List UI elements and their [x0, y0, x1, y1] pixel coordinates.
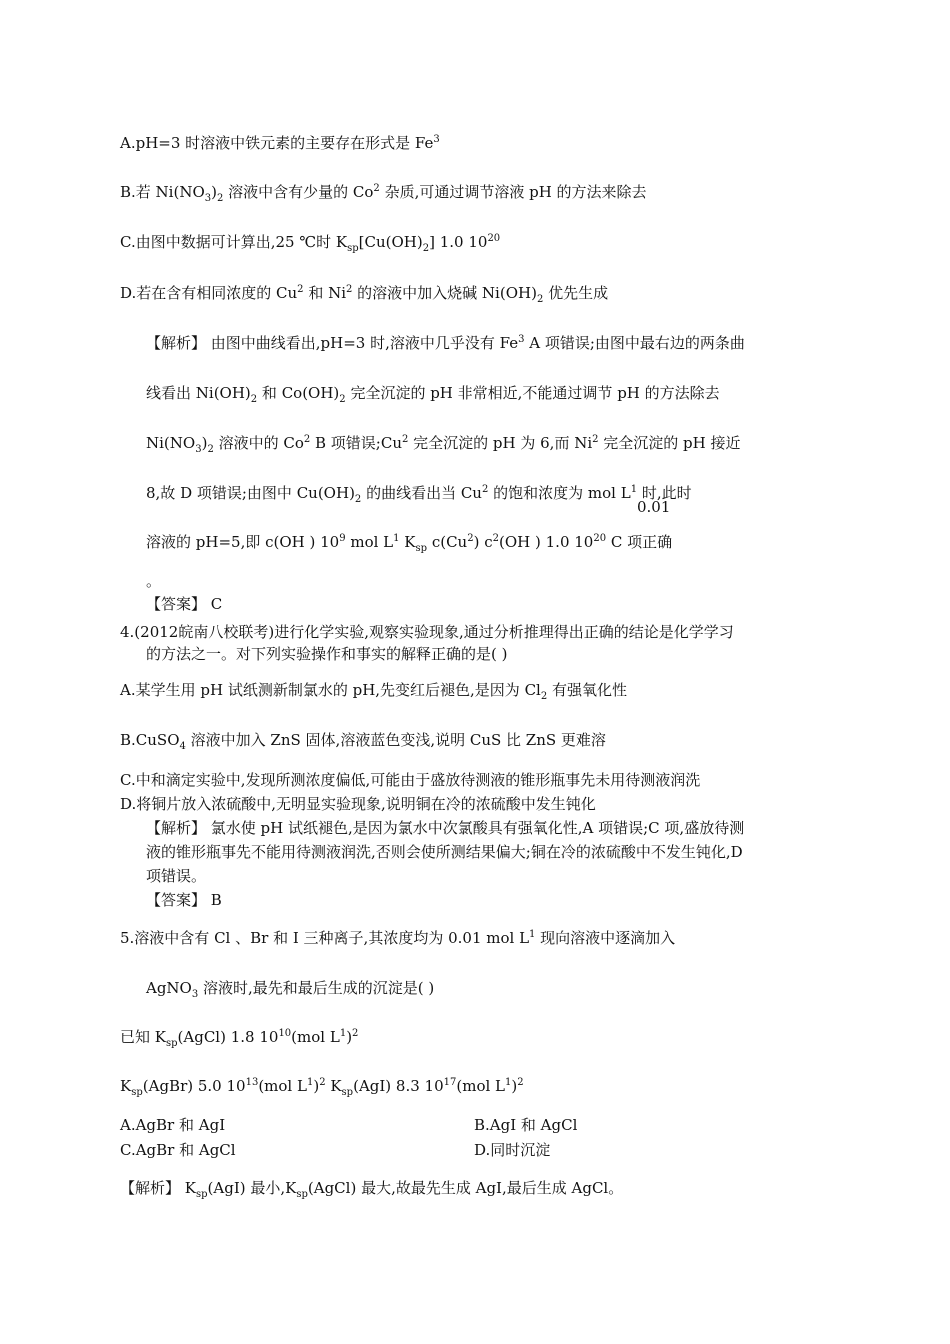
- text-segment: (AgBr) 5.0 10: [142, 1077, 246, 1095]
- text-segment: 17: [443, 1077, 457, 1088]
- text-segment: 的溶液中加入烧碱 Ni(OH): [352, 284, 537, 302]
- text-segment: 2: [517, 1077, 524, 1088]
- text-segment: 3: [191, 989, 199, 1000]
- text-segment: 2: [467, 533, 474, 544]
- text-segment: 3: [433, 134, 440, 145]
- text-segment: 2: [250, 394, 258, 405]
- text-segment: 【解析】 K: [120, 1179, 196, 1197]
- text-line-l02: [120, 182, 647, 202]
- text-segment: 9: [339, 533, 346, 544]
- text-segment: 13: [245, 1077, 259, 1088]
- text-segment: ): [201, 434, 208, 452]
- text-segment: (mol L: [258, 1077, 307, 1095]
- text-segment: 的曲线看出当 Cu: [361, 484, 482, 502]
- text-segment: C.AgBr 和 AgCl: [120, 1141, 236, 1159]
- text-segment: A.AgBr 和 AgI: [120, 1116, 226, 1134]
- text-segment: 2: [422, 243, 430, 254]
- text-line-l07: [146, 433, 741, 453]
- text-line-l30: [474, 1140, 550, 1160]
- text-segment: 2: [346, 284, 353, 295]
- text-segment: 【答案】 B: [146, 891, 222, 909]
- text-segment: sp: [195, 1189, 208, 1200]
- text-line-l17: [120, 770, 700, 790]
- text-segment: (AgCl) 最大,故最先生成 AgI,最后生成 AgCl。: [307, 1179, 624, 1197]
- text-segment: sp: [296, 1189, 308, 1200]
- text-segment: 液的锥形瓶事先不能用待测液润洗,否则会使所测结果偏大;铜在冷的浓硫酸中不发生钝化,D: [146, 843, 743, 861]
- text-segment: 溶液的 pH=5,即 c(OH ) 10: [146, 533, 340, 551]
- text-segment: Ni(NO: [146, 434, 196, 452]
- text-segment: 4.(2012皖南八校联考)进行化学实验,观察实验现象,通过分析推理得出正确的结论是化学学习: [120, 623, 734, 641]
- text-segment: 。: [146, 572, 162, 590]
- text-segment: 4: [179, 741, 186, 752]
- text-segment: sp: [415, 543, 428, 554]
- text-segment: B.CuSO: [120, 731, 180, 749]
- text-segment: 【答案】 C: [146, 595, 223, 613]
- text-segment: K: [120, 1077, 132, 1095]
- text-segment: 2: [592, 434, 599, 445]
- text-segment: 1: [339, 1028, 347, 1039]
- text-segment: (AgI) 8.3 10: [353, 1077, 444, 1095]
- text-line-l15: [120, 680, 627, 700]
- text-segment: sp: [131, 1087, 143, 1098]
- text-segment: 3: [195, 444, 202, 455]
- text-line-l31: [120, 1178, 623, 1198]
- text-segment: 和 Co(OH): [257, 384, 340, 402]
- text-line-l21: [146, 866, 206, 886]
- text-segment: K: [399, 533, 416, 551]
- text-line-l03: [120, 232, 500, 252]
- text-segment: ) c: [473, 533, 493, 551]
- text-segment: 2: [207, 444, 214, 455]
- text-line-l04: [120, 283, 608, 303]
- text-segment: sp: [341, 1087, 354, 1098]
- text-segment: 1: [306, 1077, 314, 1088]
- text-line-l28: [474, 1115, 577, 1135]
- text-segment: C.中和滴定实验中,发现所测浓度偏低,可能由于盛放待测液的锥形瓶事先未用待测液润洗: [120, 771, 701, 789]
- text-segment: (AgCl) 1.8 10: [177, 1028, 279, 1046]
- text-segment: 2: [354, 494, 362, 505]
- text-segment: sp: [165, 1038, 178, 1049]
- text-segment: 溶液中的 Co: [213, 434, 304, 452]
- text-segment: 5.溶液中含有 Cl 、Br 和 I 三种离子,其浓度均为 0.01 mol L: [120, 929, 530, 947]
- text-segment: 时,此时: [637, 484, 692, 502]
- text-segment: 3: [518, 334, 525, 345]
- text-line-l26: [120, 1076, 524, 1096]
- text-line-l13: [120, 622, 734, 642]
- text-line-l24: [146, 978, 434, 998]
- text-segment: 项错误。: [146, 867, 207, 885]
- text-segment: (mol L: [456, 1077, 506, 1095]
- text-line-l23: [120, 928, 675, 948]
- text-segment: 溶液中含有少量的 Co: [223, 183, 374, 201]
- text-line-l14: [146, 644, 507, 664]
- text-segment: 【解析】 氯水使 pH 试纸褪色,是因为氯水中次氯酸具有强氧化性,A 项错误;C 项,盛放待测: [146, 819, 745, 837]
- text-line-l11: [146, 571, 161, 591]
- text-segment: 优先生成: [543, 284, 609, 302]
- text-segment: 2: [303, 434, 311, 445]
- text-segment: ] 1.0 10: [429, 233, 488, 251]
- text-line-l22: [146, 890, 222, 910]
- text-segment: 2: [339, 394, 346, 405]
- text-segment: B.AgI 和 AgCl: [474, 1116, 578, 1134]
- text-segment: 线看出 Ni(OH): [146, 384, 251, 402]
- text-segment: 2: [540, 691, 548, 702]
- text-segment: K: [325, 1077, 342, 1095]
- text-line-l12: [146, 594, 222, 614]
- text-segment: 2: [481, 484, 489, 495]
- text-segment: 有强氧化性: [547, 681, 628, 699]
- text-segment: D.将铜片放入浓硫酸中,无明显实验现象,说明铜在冷的浓硫酸中发生钝化: [120, 795, 596, 813]
- text-segment: 1: [505, 1077, 512, 1088]
- text-segment: 2: [297, 284, 304, 295]
- text-segment: 1: [529, 929, 536, 940]
- text-line-l27: [120, 1115, 225, 1135]
- text-segment: 8,故 D 项错误;由图中 Cu(OH): [146, 484, 355, 502]
- text-segment: (mol L: [291, 1028, 340, 1046]
- text-segment: 2: [217, 193, 224, 204]
- text-segment: ): [313, 1077, 320, 1095]
- text-segment: A.某学生用 pH 试纸测新制氯水的 pH,先变红后褪色,是因为 Cl: [120, 681, 541, 699]
- text-segment: 杂质,可通过调节溶液 pH 的方法来除去: [379, 183, 647, 201]
- text-segment: 完全沉淀的 pH 为 6,而 Ni: [408, 434, 593, 452]
- text-segment: 完全沉淀的 pH 非常相近,不能通过调节 pH 的方法除去: [345, 384, 720, 402]
- text-line-l19: [146, 818, 744, 838]
- text-segment: 2: [402, 434, 409, 445]
- text-segment: 现向溶液中逐滴加入: [535, 929, 676, 947]
- text-segment: 3: [204, 193, 212, 204]
- text-line-l25: [120, 1027, 358, 1047]
- text-segment: A 项错误;由图中最右边的两条曲: [524, 334, 745, 352]
- text-segment: sp: [347, 243, 359, 254]
- text-line-l09: [637, 497, 670, 517]
- text-segment: ): [346, 1028, 353, 1046]
- text-segment: mol L: [345, 533, 394, 551]
- text-line-l06: [146, 383, 720, 403]
- text-segment: 2: [536, 294, 544, 305]
- text-segment: 溶液时,最先和最后生成的沉淀是( ): [198, 979, 435, 997]
- text-segment: ): [211, 183, 217, 201]
- text-segment: 0.01: [637, 498, 671, 516]
- text-segment: 10: [278, 1028, 292, 1039]
- text-line-l29: [120, 1140, 236, 1160]
- text-line-l16: [120, 730, 606, 750]
- text-line-l10: [146, 532, 672, 552]
- text-segment: 【解析】 由图中曲线看出,pH=3 时,溶液中几乎没有 Fe: [146, 334, 519, 352]
- text-segment: 的饱和浓度为 mol L: [488, 484, 631, 502]
- text-segment: 和 Ni: [303, 284, 347, 302]
- text-segment: 1: [630, 484, 638, 495]
- text-segment: 2: [352, 1028, 359, 1039]
- text-segment: 已知 K: [120, 1028, 166, 1046]
- text-line-l08: [146, 483, 692, 503]
- text-segment: B.若 Ni(NO: [120, 183, 205, 201]
- text-segment: 2: [319, 1077, 326, 1088]
- text-segment: 2: [373, 183, 380, 194]
- text-segment: 20: [487, 233, 501, 244]
- text-segment: 20: [593, 533, 607, 544]
- text-segment: [Cu(OH): [358, 233, 423, 251]
- text-segment: (OH ) 1.0 10: [499, 533, 594, 551]
- text-segment: C 项正确: [606, 533, 673, 551]
- text-segment: 溶液中加入 ZnS 固体,溶液蓝色变浅,说明 CuS 比 ZnS 更难溶: [185, 731, 606, 749]
- text-segment: D.同时沉淀: [474, 1141, 551, 1159]
- text-segment: 2: [492, 533, 500, 544]
- text-line-l20: [146, 842, 743, 862]
- text-segment: A.pH=3 时溶液中铁元素的主要存在形式是 Fe: [120, 134, 434, 152]
- text-segment: D.若在含有相同浓度的 Cu: [120, 284, 298, 302]
- text-segment: c(Cu: [427, 533, 468, 551]
- text-segment: C.由图中数据可计算出,25 ℃时 K: [120, 233, 348, 251]
- text-segment: 的方法之一。对下列实验操作和事实的解释正确的是( ): [146, 645, 508, 663]
- text-segment: AgNO: [146, 979, 192, 997]
- text-segment: 1: [393, 533, 400, 544]
- text-segment: 完全沉淀的 pH 接近: [598, 434, 741, 452]
- text-line-l01: [120, 133, 440, 153]
- text-line-l18: [120, 794, 596, 814]
- text-segment: (AgI) 最小,K: [207, 1179, 297, 1197]
- text-segment: ): [511, 1077, 518, 1095]
- text-line-l05: [146, 333, 745, 353]
- text-segment: B 项错误;Cu: [310, 434, 402, 452]
